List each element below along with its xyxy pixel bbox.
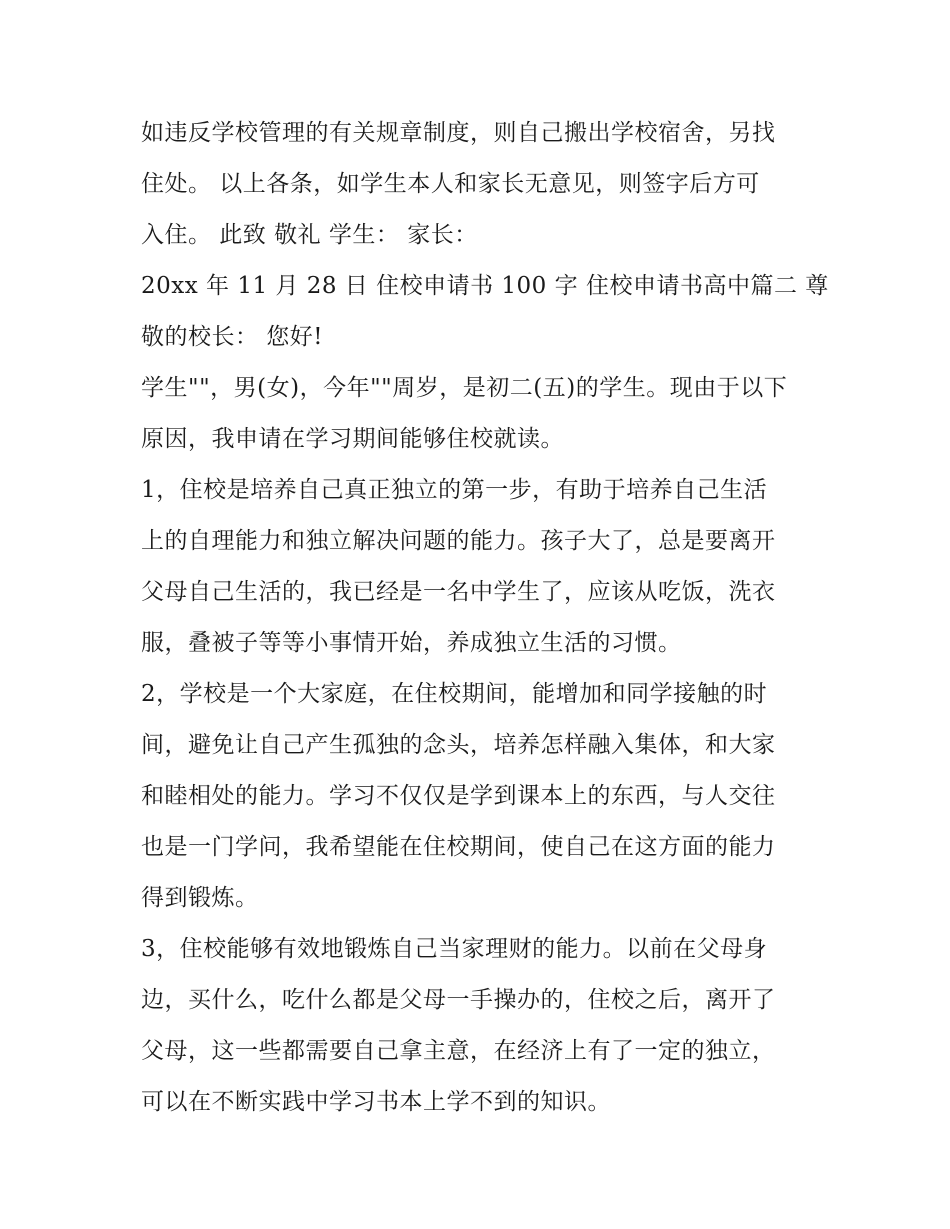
text-line: 边，买什么，吃什么都是父母一手操办的，住校之后，离开了 xyxy=(141,987,776,1013)
paragraph-reason-3 xyxy=(141,924,821,1128)
text-line: 3，住校能够有效地锻炼自己当家理财的能力。以前在父母身 xyxy=(141,936,768,962)
paragraph-reason-1 xyxy=(141,465,821,669)
paragraph-reason-2 xyxy=(141,669,821,924)
paragraph-date-heading xyxy=(141,261,829,363)
text-line: 入住。 此致 敬礼 学生： 家长： xyxy=(141,222,478,248)
text-line: 原因，我申请在学习期间能够住校就读。 xyxy=(141,426,564,452)
text-line: 1，住校是培养自己真正独立的第一步，有助于培养自己生活 xyxy=(141,477,768,503)
text-line: 敬的校长： 您好! xyxy=(141,324,324,350)
text-line: 也是一门学问，我希望能在住校期间，使自己在这方面的能力 xyxy=(141,834,776,860)
text-line: 父母，这一些都需要自己拿主意，在经济上有了一定的独立， xyxy=(141,1038,776,1064)
text-line: 学生""，男(女)，今年""周岁，是初二(五)的学生。现由于以下 xyxy=(141,375,788,401)
paragraph-rules-closing xyxy=(141,108,821,261)
document-body xyxy=(141,108,829,1128)
text-line: 父母自己生活的，我已经是一名中学生了，应该从吃饭，洗衣 xyxy=(141,579,776,605)
text-line: 可以在不断实践中学习书本上学不到的知识。 xyxy=(141,1089,611,1115)
text-line: 2，学校是一个大家庭，在住校期间，能增加和同学接触的时 xyxy=(141,681,768,707)
text-line: 如违反学校管理的有关规章制度，则自己搬出学校宿舍，另找 xyxy=(141,120,776,146)
text-line: 上的自理能力和独立解决问题的能力。孩子大了，总是要离开 xyxy=(141,528,776,554)
paragraph-intro xyxy=(141,363,821,465)
text-line: 住处。 以上各条，如学生本人和家长无意见，则签字后方可 xyxy=(141,171,760,197)
text-line: 得到锻炼。 xyxy=(141,885,259,911)
text-line: 20xx 年 11 月 28 日 住校申请书 100 字 住校申请书高中篇二 尊 xyxy=(141,273,829,299)
text-line: 和睦相处的能力。学习不仅仅是学到课本上的东西，与人交往 xyxy=(141,783,776,809)
text-line: 服，叠被子等等小事情开始，养成独立生活的习惯。 xyxy=(141,630,682,656)
text-line: 间，避免让自己产生孤独的念头，培养怎样融入集体，和大家 xyxy=(141,732,776,758)
